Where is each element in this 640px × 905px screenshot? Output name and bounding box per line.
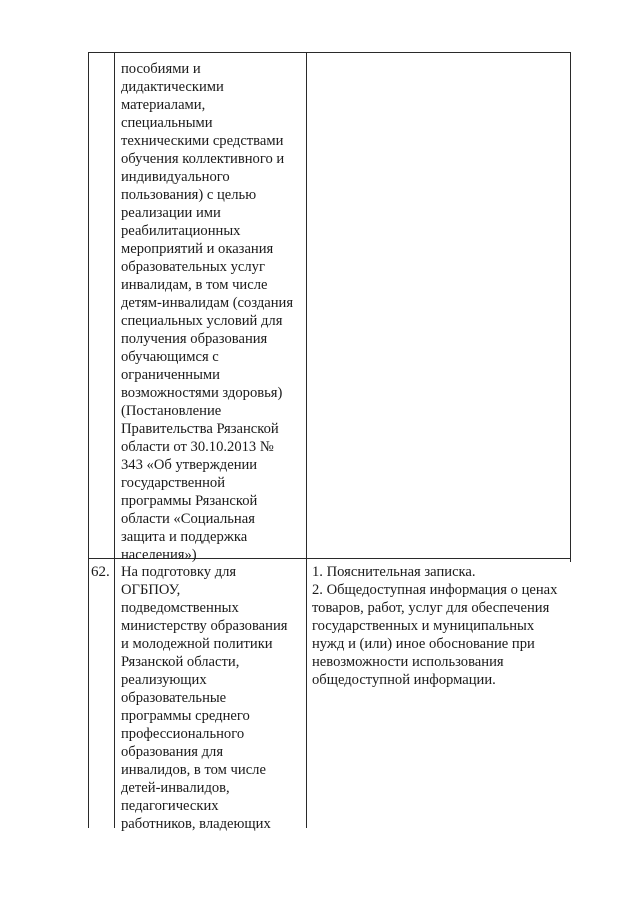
text-line: 1. Пояснительная записка. <box>312 564 476 580</box>
text-line: инвалидам, в том числе <box>121 277 268 293</box>
text-line: 343 «Об утверждении <box>121 457 258 473</box>
text-line: области от 30.10.2013 № <box>121 439 274 455</box>
text-line: возможностями здоровья) <box>121 385 283 401</box>
text-line: реабилитационных <box>121 223 241 239</box>
text-line: получения образования <box>121 331 268 347</box>
text-line: программы среднего <box>121 708 250 724</box>
text-line: невозможности использования <box>312 654 504 670</box>
text-line: пользования) с целью <box>121 187 257 203</box>
text-line: нужд и (или) иное обоснование при <box>312 636 535 652</box>
text-line: техническими средствами <box>121 133 284 149</box>
text-line: обучения коллективного и <box>121 151 285 167</box>
row-description <box>121 563 287 833</box>
text-line: 2. Общедоступная информация о ценах <box>312 582 558 598</box>
row-description <box>121 60 293 564</box>
text-line: Правительства Рязанской <box>121 421 279 437</box>
text-line: товаров, работ, услуг для обеспечения <box>312 600 550 616</box>
text-line: реализующих <box>121 672 207 688</box>
text-line: государственных и муниципальных <box>312 618 535 634</box>
text-line: области «Социальная <box>121 511 255 527</box>
text-line: На подготовку для <box>121 564 237 580</box>
text-line: мероприятий и оказания <box>121 241 274 257</box>
text-line: пособиями и <box>121 61 201 77</box>
text-line: ОГБПОУ, <box>121 582 181 598</box>
text-line: инвалидов, в том числе <box>121 762 266 778</box>
text-line: государственной <box>121 475 226 491</box>
text-line: образовательных услуг <box>121 259 265 275</box>
text-line: образования для <box>121 744 224 760</box>
text-line: (Постановление <box>121 403 222 419</box>
table-border-right <box>570 52 571 562</box>
text-line: индивидуального <box>121 169 230 185</box>
text-line: детям-инвалидам (создания <box>121 295 294 311</box>
text-line: специальных условий для <box>121 313 283 329</box>
text-line: ограниченными <box>121 367 220 383</box>
text-line: программы Рязанской <box>121 493 258 509</box>
text-line: педагогических <box>121 798 219 814</box>
text-line: реализации ими <box>121 205 221 221</box>
row-number: 62. <box>91 564 110 580</box>
text-line: Рязанской области, <box>121 654 240 670</box>
table-border-left <box>88 52 89 828</box>
text-line: и молодежной политики <box>121 636 273 652</box>
text-line: защита и поддержка <box>121 529 248 545</box>
text-line: обучающимся с <box>121 349 219 365</box>
text-line: образовательные <box>121 690 227 706</box>
text-line: дидактическими <box>121 79 224 95</box>
text-line: подведомственных <box>121 600 239 616</box>
text-line: общедоступной информации. <box>312 672 496 688</box>
text-line: работников, владеющих <box>121 816 271 832</box>
column-divider-description <box>306 52 307 828</box>
text-line: специальными <box>121 115 213 131</box>
text-line: министерству образования <box>121 618 288 634</box>
row-documents <box>312 563 557 689</box>
table-border-top <box>88 52 571 53</box>
text-line: профессионального <box>121 726 245 742</box>
text-line: населения») <box>121 547 197 563</box>
text-line: материалами, <box>121 97 206 113</box>
column-divider-number <box>114 52 115 828</box>
text-line: детей-инвалидов, <box>121 780 230 796</box>
